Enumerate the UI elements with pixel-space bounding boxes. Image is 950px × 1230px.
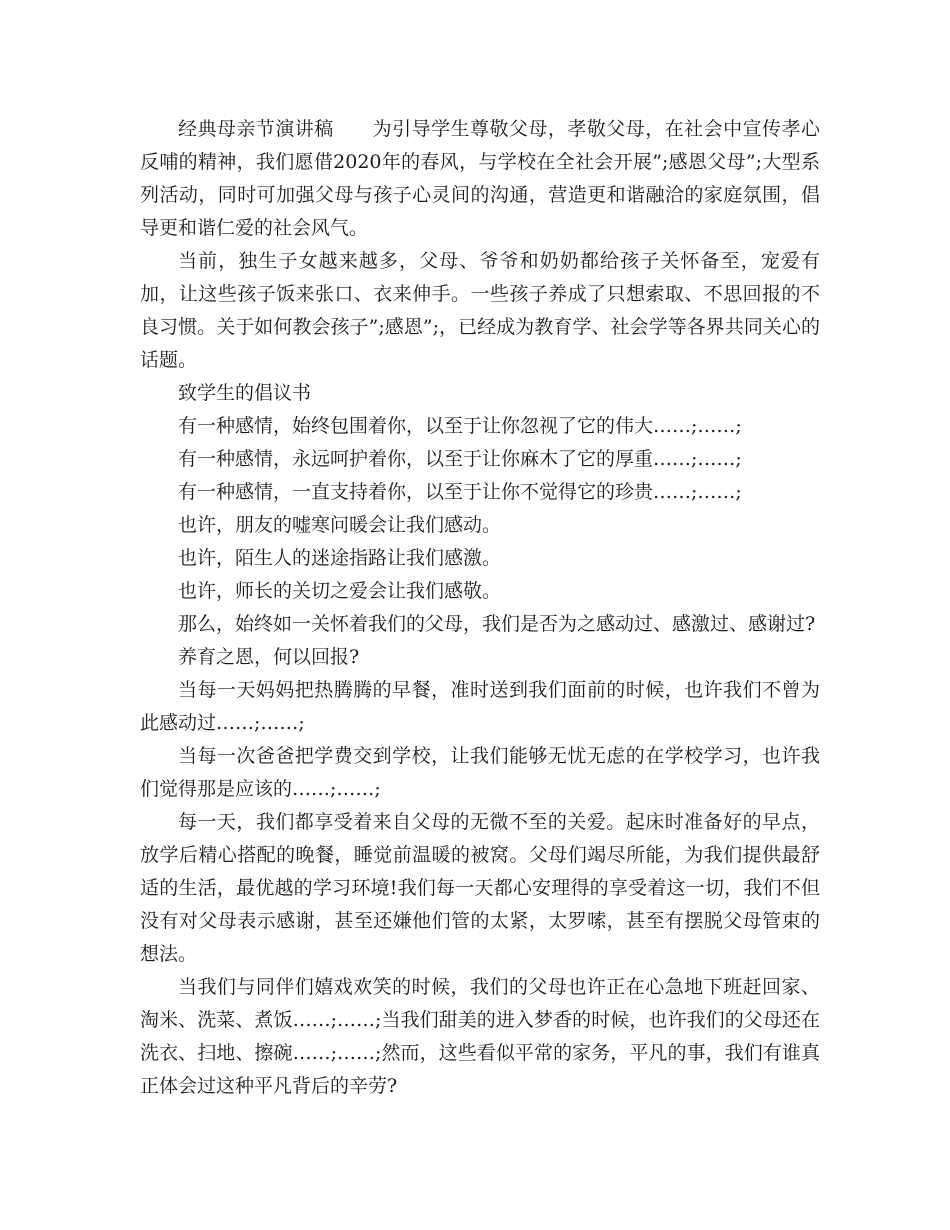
paragraph-line: 那么，始终如一关怀着我们的父母，我们是否为之感动过、感激过、感谢过? <box>178 613 816 635</box>
paragraph-tuition: 当每一次爸爸把学费交到学校，让我们能够无忧无虑的在学校学习，也许我们觉得那是应该的……;……; <box>140 745 820 800</box>
paragraph-breakfast: 当每一天妈妈把热腾腾的早餐，准时送到我们面前的时候，也许我们不曾为此感动过……;……; <box>140 679 820 734</box>
paragraph-line: 也许，陌生人的迷途指路让我们感激。 <box>178 547 502 569</box>
paragraph-line: 有一种感情，始终包围着你，以至于让你忽视了它的伟大……;……; <box>178 415 742 437</box>
paragraph-everyday: 每一天，我们都享受着来自父母的无微不至的关爱。起床时准备好的早点，放学后精心搭配的晚餐，睡觉前温暖的被窝。父母们竭尽所能，为我们提供最舒适的生活，最优越的学习环境!我们每一天都心安理得的享受着这一切，我们不但没有对父母表示感谢，甚至还嫌他们管的太紧，太罗嗦，甚至有摆脱父母管束的想法。 <box>140 811 820 965</box>
paragraph-line: 也许，师长的关切之爱会让我们感敬。 <box>178 580 502 602</box>
paragraph-background: 当前，独生子女越来越多，父母、爷爷和奶奶都给孩子关怀备至，宠爱有加，让这些孩子饭来张口、衣来伸手。一些孩子养成了只想索取、不思回报的不良习惯。关于如何教会孩子”;感恩”;，已经成为教育学、社会学等各界共同关心的话题。 <box>140 250 820 371</box>
section-heading: 致学生的倡议书 <box>178 382 312 404</box>
paragraph-line: 有一种感情，一直支持着你，以至于让你不觉得它的珍贵……;……; <box>178 481 742 503</box>
paragraph-line: 养育之恩，何以回报? <box>178 646 360 668</box>
paragraph-housework: 当我们与同伴们嬉戏欢笑的时候，我们的父母也许正在心急地下班赶回家、淘米、洗菜、煮饭……;……;当我们甜美的进入梦香的时候，也许我们的父母还在洗衣、扫地、擦碗……;……;然而，这些看似平常的家务，平凡的事，我们有谁真正体会过这种平凡背后的辛劳? <box>140 976 820 1097</box>
document-body <box>140 113 820 1103</box>
paragraph-line: 也许，朋友的嘘寒问暖会让我们感动。 <box>178 514 502 536</box>
paragraph-intro: 经典母亲节演讲稿 为引导学生尊敬父母，孝敬父母，在社会中宣传孝心反哺的精神，我们愿借2020年的春风，与学校在全社会开展”;感恩父母”;大型系列活动，同时可加强父母与孩子心灵间的沟通，营造更和谐融洽的家庭氛围，倡导更和谐仁爱的社会风气。 <box>140 118 820 239</box>
paragraph-line: 有一种感情，永远呵护着你，以至于让你麻木了它的厚重……;……; <box>178 448 742 470</box>
